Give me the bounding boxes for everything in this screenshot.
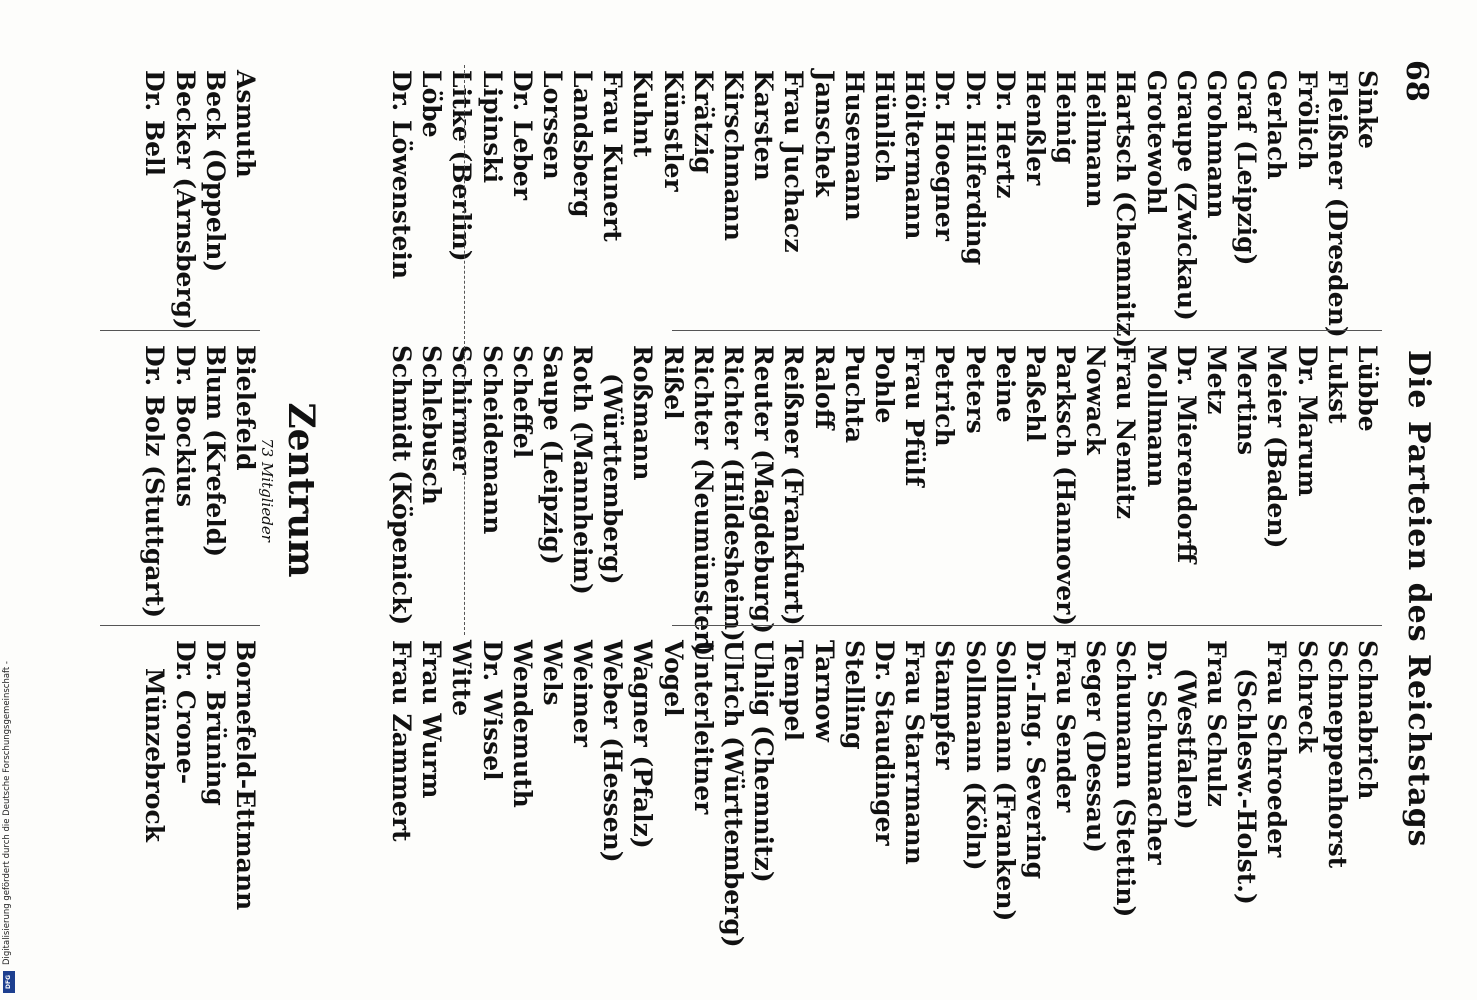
member-name: Rißel <box>658 345 688 420</box>
member-name: Lipinski <box>477 70 507 184</box>
page-title: Die Parteien des Reichstags <box>1401 350 1436 848</box>
member-name: Dr. Wissel <box>477 640 507 781</box>
member-name: Gerlach <box>1262 70 1292 180</box>
member-name: Mollmann <box>1141 345 1171 488</box>
member-name: Bielefeld <box>231 345 260 471</box>
member-name: Janschek <box>809 70 839 197</box>
member-name: Unterleitner <box>688 640 718 815</box>
member-name: Frölich <box>1292 70 1322 170</box>
member-name: Dr. Bockius <box>170 345 200 508</box>
member-name: Grohmann <box>1202 70 1232 219</box>
member-name: Lukst <box>1322 345 1352 424</box>
member-name: Nowack <box>1081 345 1111 455</box>
zentrum-column-3 <box>139 640 260 910</box>
member-name: Frau Schroeder <box>1262 640 1292 858</box>
member-name: Roth (Mannheim) <box>568 345 598 595</box>
column-divider <box>100 330 260 331</box>
member-name: Wels <box>537 640 567 706</box>
member-name: Schmidt (Köpenick) <box>387 345 416 626</box>
party-heading: Zentrum <box>280 402 322 578</box>
digitization-credit <box>2 605 16 995</box>
member-name: Kirschmann <box>719 70 749 241</box>
member-name: Vogel <box>658 640 688 717</box>
column-divider <box>100 625 260 626</box>
member-name: Fleißner (Dresden) <box>1322 70 1352 338</box>
member-name: Dr. Crone- <box>170 640 200 785</box>
member-name: Asmuth <box>231 70 260 178</box>
dfg-logo-icon: DFG <box>3 971 15 993</box>
section-divider <box>464 65 465 635</box>
member-name: Litke (Berlin) <box>447 70 477 262</box>
member-name: Dr. Hilferding <box>960 70 990 266</box>
member-name: Dr. Staudinger <box>870 640 899 846</box>
member-name: Sinke <box>1353 70 1382 149</box>
member-name: Frau Juchacz <box>779 70 809 253</box>
member-name: Schirmer <box>447 345 477 475</box>
zentrum-column-1 <box>139 70 260 340</box>
member-name: Reißner (Frankfurt) <box>779 345 809 626</box>
member-name: Frau Wurm <box>417 640 447 799</box>
member-name: Schumann (Stettin) <box>1111 640 1141 918</box>
member-name: Heilmann <box>1081 70 1111 208</box>
member-name: Dr. Bell <box>140 70 170 176</box>
member-name: Frau Kunert <box>598 70 628 242</box>
member-name: Becker (Arnsberg) <box>170 70 200 330</box>
member-name: Dr. Mierendorff <box>1171 345 1201 564</box>
member-name: Grotewohl <box>1141 70 1171 215</box>
member-name: Künstler <box>658 70 688 192</box>
member-count: 73 Mitglieder <box>258 438 276 542</box>
member-name: Beck (Oppeln) <box>200 70 230 273</box>
member-name: Schnabrich <box>1353 640 1382 800</box>
member-name: Richter (Neumünster) <box>688 345 718 657</box>
member-name: Schneppenhorst <box>1322 640 1352 869</box>
member-name: Ulrich (Württemberg) <box>719 640 749 948</box>
member-name: Dr. Löwenstein <box>387 70 416 280</box>
zentrum-column-2 <box>139 345 260 619</box>
member-name: Bornefeld-Ettmann <box>231 640 260 911</box>
member-name: Tempel <box>779 640 809 741</box>
member-name: Dr. Leber <box>507 70 537 201</box>
member-name: Paßehl <box>1020 345 1050 442</box>
member-name: Pohle <box>870 345 899 424</box>
column-divider <box>672 625 1382 626</box>
member-name: Frau Starrmann <box>900 640 930 865</box>
member-name: Hünlich <box>870 70 899 183</box>
member-name: Graupe (Zwickau) <box>1171 70 1201 321</box>
member-name: (Westfalen) <box>1171 668 1201 830</box>
member-name: Lübbe <box>1353 345 1382 432</box>
member-name: Metz <box>1202 345 1232 415</box>
member-name: Karsten <box>749 70 779 181</box>
member-name: Richter (Hildesheim) <box>719 345 749 642</box>
member-name: Frau Zammert <box>387 640 416 842</box>
page-number: 68 <box>1399 60 1434 102</box>
member-name: Graf (Leipzig) <box>1232 70 1262 266</box>
member-name: Dr. Brüning <box>200 640 230 806</box>
member-name: Puchta <box>839 345 869 444</box>
member-name: Tarnow <box>809 640 839 742</box>
member-name: Dr. Marum <box>1292 345 1322 497</box>
member-name: Dr.-Ing. Severing <box>1020 640 1050 880</box>
member-name: Roßmann <box>628 345 658 481</box>
member-name: Petrich <box>930 345 960 447</box>
member-name: Lorssen <box>537 70 567 180</box>
member-name: Schlebusch <box>417 345 447 505</box>
member-name: Frau Sender <box>1051 640 1081 813</box>
credit-text: Digitalisierung gefördert durch die Deutsche Forschungsgemeinschaft - <box>2 661 12 965</box>
member-name: Wagner (Pfalz) <box>628 640 658 849</box>
member-name: Kuhnt <box>628 70 658 158</box>
member-name: Hartsch (Chemnitz) <box>1111 70 1141 349</box>
member-name: Henßler <box>1020 70 1050 186</box>
member-name: Stampfer <box>930 640 960 770</box>
member-name: Löbe <box>417 70 447 138</box>
member-name: (Schlesw.-Holst.) <box>1232 668 1262 905</box>
member-name: Landsberg <box>568 70 598 218</box>
member-name: Parksch (Hannover) <box>1051 345 1081 627</box>
member-name: Scheidemann <box>477 345 507 535</box>
member-name: Frau Nemitz <box>1111 345 1141 520</box>
name-column-1 <box>386 70 1382 360</box>
member-name: Dr. Hertz <box>990 70 1020 199</box>
member-name: Frau Schulz <box>1202 640 1232 807</box>
member-name: Husemann <box>839 70 869 221</box>
member-name: Krätzig <box>688 70 718 174</box>
member-name: Peine <box>990 345 1020 423</box>
member-name: Raloff <box>809 345 839 430</box>
member-name: Wendemuth <box>507 640 537 808</box>
name-column-3 <box>386 640 1382 948</box>
member-name: Peters <box>960 345 990 434</box>
member-name: Weber (Hessen) <box>598 640 628 863</box>
member-name: Sollmann (Franken) <box>990 640 1020 922</box>
member-name: Meier (Baden) <box>1262 345 1292 549</box>
member-name: Höltermann <box>900 70 930 240</box>
member-name: Reuter (Magdeburg) <box>749 345 779 634</box>
member-name: Münzebrock <box>140 668 170 842</box>
member-name: Stelling <box>839 640 869 750</box>
member-name: Weimer <box>568 640 598 747</box>
member-name: Heinig <box>1051 70 1081 165</box>
member-name: Uhlig (Chemnitz) <box>749 640 779 883</box>
member-name: Blum (Krefeld) <box>200 345 230 558</box>
name-column-2 <box>386 345 1382 657</box>
member-name: Frau Pfülf <box>900 345 930 487</box>
member-name: Saupe (Leipzig) <box>537 345 567 565</box>
member-name: Dr. Schumacher <box>1141 640 1171 865</box>
member-name: Sollmann (Köln) <box>960 640 990 871</box>
member-name: Scheffel <box>507 345 537 459</box>
column-divider <box>672 330 1382 331</box>
member-name: Witte <box>447 640 477 717</box>
member-name: Dr. Hoegner <box>930 70 960 241</box>
member-name: Seger (Dessau) <box>1081 640 1111 853</box>
member-name: Dr. Bolz (Stuttgart) <box>140 345 170 619</box>
member-name: Mertins <box>1232 345 1262 456</box>
rotated-page <box>80 30 1440 970</box>
member-name: (Württemberg) <box>598 373 628 585</box>
member-name: Schreck <box>1292 640 1322 754</box>
